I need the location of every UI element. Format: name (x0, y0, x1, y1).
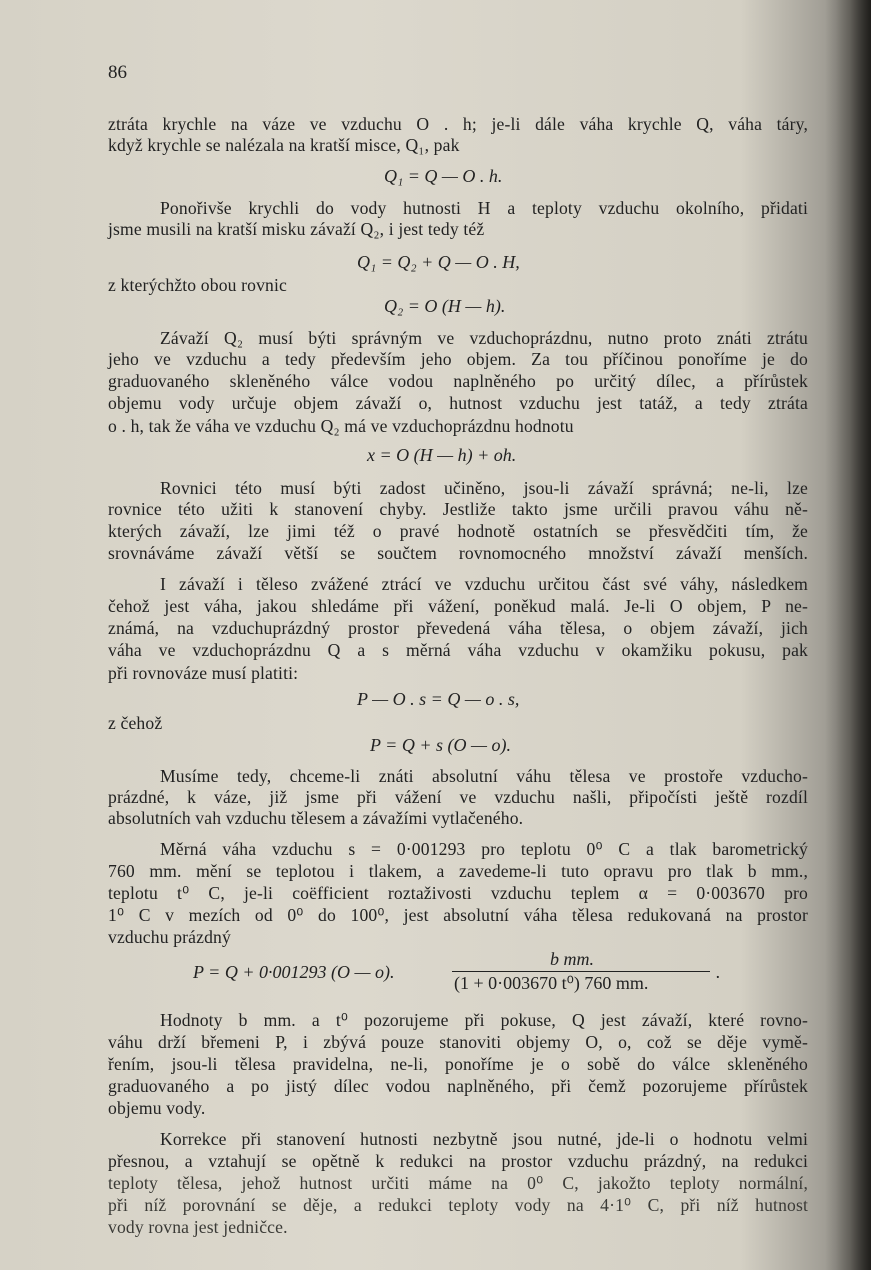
text-line: Měrná váha vzduchu s = 0·001293 pro teplotu 0⁰ C a tlak barometrický (160, 839, 808, 859)
formula-left: P = Q + 0·001293 (O — o). (193, 962, 395, 982)
text-line: o . h, tak že váha ve vzduchu Q₂ má ve vzduchoprázdnu hodnotu (108, 416, 574, 436)
text-line: srovnáváme závaží větší se součtem rovnomocného množství závaží menších. (108, 543, 808, 563)
text-line: kterých závaží, lze jimi též o pravé hodnotě ostatních se přesvědčiti tím, že (108, 521, 808, 541)
text-line: jeho ve vzduchu a tedy především jeho objem. Za tou příčinou ponoříme je do (108, 349, 808, 369)
formula-trail: . (716, 962, 721, 982)
equation: P = Q + s (O — o). (370, 735, 511, 755)
text-line: čehož jest váha, jakou shledáme při vážení, poněkud malá. Je-li O objem, P ne- (108, 596, 808, 616)
text-line: když krychle se nalézala na kratší misce, Q₁, pak (108, 135, 460, 155)
text-line: řením, jsou-li tělesa pravidelna, ne-li, ponoříme je o sobě do válce skleněného (108, 1054, 808, 1074)
text-line: absolutních vah vzduchu tělesem a závažími vytlačeného. (108, 808, 524, 828)
text-line: 760 mm. mění se teplotou i tlakem, a zavedeme-li tuto opravu pro tlak b mm., (108, 861, 808, 881)
text-line: vzduchu prázdný (108, 927, 231, 947)
text-line: objemu vody. (108, 1098, 206, 1118)
text-line: váhu drží břemeni P, i zbývá pouze stanoviti objemy O, o, což se děje vymě- (108, 1032, 808, 1052)
text-line: známá, na vzduchuprázdný prostor převedená váha tělesa, o objem závaží, jich (108, 618, 808, 638)
formula-denominator: (1 + 0·003670 t⁰) 760 mm. (454, 973, 649, 993)
text-line: při rovnováze musí platiti: (108, 663, 299, 683)
text-line: Hodnoty b mm. a t⁰ pozorujeme při pokuse, Q jest závaží, které rovno- (160, 1010, 808, 1030)
text-line: graduovaného a po jistý dílec vodou naplněného, při čemž pozorujeme přírůstek (108, 1076, 808, 1096)
text-line: ztráta krychle na váze ve vzduchu O . h; je-li dále váha krychle Q, váha táry, (108, 114, 808, 134)
text-line: Musíme tedy, chceme-li znáti absolutní váhu tělesa ve prostoře vzducho- (160, 766, 808, 786)
text-line: z čehož (108, 713, 163, 733)
equation: x = O (H — h) + oh. (367, 445, 517, 465)
text-line: graduovaného skleněného válce vodou naplněného po určitý dílec, a přírůstek (108, 371, 808, 391)
text-line: váha ve vzduchoprázdnu Q a s měrná váha vzduchu v okamžiku pokusu, pak (108, 640, 808, 660)
text-line: teploty tělesa, jehož hutnost určiti máme na 0⁰ C, jakožto teploty normální, (108, 1173, 808, 1193)
equation: P — O . s = Q — o . s, (357, 689, 520, 709)
text-line: jsme musili na kratší misku závaží Q₂, i jest tedy též (108, 219, 485, 239)
text-line: 1⁰ C v mezích od 0⁰ do 100⁰, jest absolutní váha tělesa redukovaná na prostor (108, 905, 808, 925)
text-line: Rovnici této musí býti zadost učiněno, jsou-li závaží správná; ne-li, lze (160, 478, 808, 498)
text-line: rovnice této užiti k stanovení chyby. Jestliže takto jsme určili pravou váhu ně- (108, 499, 808, 519)
text-line: Ponořivše krychli do vody hutnosti H a teploty vzduchu okolního, přidati (160, 198, 808, 218)
text-line: objemu vody určuje objem závaží o, hutnost vzduchu jest tatáž, a tedy ztráta (108, 393, 808, 413)
page-number: 86 (108, 62, 127, 83)
text-line: Závaží Q₂ musí býti správným ve vzduchoprázdnu, nutno proto znáti ztrátu (160, 328, 808, 348)
equation: Q₁ = Q — O . h. (384, 166, 503, 186)
text-line: I závaží i těleso zvážené ztrácí ve vzduchu určitou část své váhy, následkem (160, 574, 808, 594)
text-line: Korrekce při stanovení hutnosti nezbytně jsou nutné, jde-li o hodnotu velmi (160, 1129, 808, 1149)
fraction-bar (452, 971, 710, 972)
text-line: přesnou, a vztahují se opětně k redukci na prostor vzduchu prázdný, na redukci (108, 1151, 808, 1171)
text-line: prázdné, k váze, již jsme při vážení ve vzduchu našli, připočísti ještě rozdíl (108, 787, 808, 807)
text-line: z kterýchžto obou rovnic (108, 275, 287, 295)
text-line: vody rovna jest jedničce. (108, 1217, 288, 1237)
page-gutter-shadow (825, 0, 871, 1270)
text-line: teplotu t⁰ C, je-li coëfficient roztaživosti vzduchu teplem α = 0·003670 pro (108, 883, 808, 903)
formula-numerator: b mm. (550, 949, 594, 969)
equation: Q₁ = Q₂ + Q — O . H, (357, 252, 520, 272)
text-line: při níž porovnání se děje, a redukci teploty vody na 4·1⁰ C, při níž hutnost (108, 1195, 808, 1215)
equation: Q₂ = O (H — h). (384, 296, 506, 316)
